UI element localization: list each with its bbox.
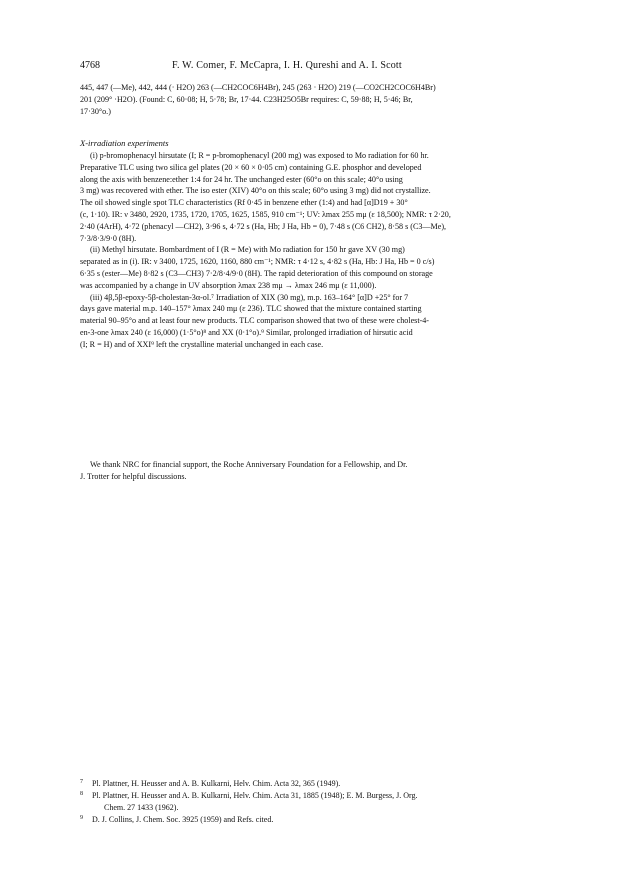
footnote: [80, 778, 545, 790]
continued-text-block: [80, 82, 545, 117]
text-line: We thank NRC for financial support, the Roche Anniversary Foundation for a Fellowship, and Dr.: [90, 460, 408, 469]
text-line: 6·35 s (ester—Me) 8·82 s (C3—CH3) 7·2/8·4/9·0 (8H). The rapid deterioration of this compound on storage: [80, 268, 433, 278]
text-line: 3 mg) was recovered with ether. The iso ester (XIV) 40°o on this scale; 60°o using 3 mg) did not crystallize.: [80, 186, 431, 196]
footnote: [80, 814, 545, 826]
text-line: (I; R = H) and of XXI⁹ left the crystalline material unchanged in each case.: [80, 339, 324, 349]
footnotes: [80, 778, 545, 826]
text-line: 7·3/8·3/9·0 (8H).: [80, 233, 137, 243]
running-head: F. W. Comer, F. McCapra, I. H. Qureshi and A. I. Scott: [172, 60, 402, 71]
text-line: separated as in (i). IR: ν 3400, 1725, 1620, 1160, 880 cm⁻¹; NMR: τ 4·12 s, 4·82 s (Ha, Hb: J Ha, Hb = 0 c/s): [80, 257, 435, 267]
experiments-text-block: [80, 150, 545, 351]
acknowledgement: [80, 459, 545, 483]
text-line: 17·30°o.): [80, 106, 111, 116]
text-line: en-3-one λmax 240 (ε 16,000) (1·5°o)⁸ and XX (0·1°o).⁹ Similar, prolonged irradiation of hirsutic acid: [80, 327, 413, 337]
text-line: Preparative TLC using two silica gel plates (20 × 60 × 0·05 cm) containing G.E. phosphor and developed: [80, 162, 422, 172]
footnote-text: Pl. Plattner, H. Heusser and A. B. Kulkarni, Helv. Chim. Acta 31, 1885 (1948); E. M. Burgess, J. Org.: [92, 791, 418, 800]
text-line: was accompanied by a change in UV absorption λmax 238 mμ → λmax 246 mμ (ε 11,000).: [80, 280, 377, 290]
footnote-marker: 7: [80, 779, 83, 785]
text-line: The oil showed single spot TLC characteristics (Rf 0·45 in benzene ether (1:4) and had [α]D19 + 30°: [80, 198, 408, 208]
text-line: J. Trotter for helpful discussions.: [80, 471, 187, 481]
text-line: 201 (209° ·H2O). (Found: C, 60·08; H, 5·78; Br, 17·44. C23H25O5Br requires: C, 59·88; H, 5·46; Br,: [80, 94, 413, 104]
footnote-marker: 8: [80, 791, 83, 797]
page-header: [80, 60, 540, 74]
text-line: material 90–95°o and at least four new products. TLC comparison showed that two of these were cholest-4-: [80, 316, 429, 326]
text-line: 445, 447 (—Me), 442, 444 (· H2O) 263 (—CH2COC6H4Br), 245 (263 · H2O) 219 (—CO2CH2COC6H4Br): [80, 83, 436, 92]
footnote-text: Chem. 27 1433 (1962).: [104, 803, 179, 812]
text-line: along the axis with benzene:ether 1:4 for 24 hr. The unchanged ester (60°o on this scale; 40°o using: [80, 174, 403, 184]
text-line: days gave material m.p. 140–157° λmax 240 mμ (ε 236). TLC showed that the mixture contained starting: [80, 304, 422, 314]
section-heading: X-irradiation experiments: [80, 138, 169, 148]
footnote: [80, 790, 545, 814]
text-line: (i) p-bromophenacyl hirsutate (I; R = p-bromophenacyl (200 mg) was exposed to Mo radiation for 60 hr.: [90, 151, 429, 160]
text-line: (c, 1·10). IR: ν 3480, 2920, 1735, 1720, 1705, 1625, 1585, 910 cm⁻¹; UV: λmax 255 mμ (ε 18,500); NMR: τ 2·20,: [80, 209, 451, 219]
footnote-text: Pl. Plattner, H. Heusser and A. B. Kulkarni, Helv. Chim. Acta 32, 365 (1949).: [92, 779, 341, 788]
footnote-text: D. J. Collins, J. Chem. Soc. 3925 (1959) and Refs. cited.: [92, 815, 274, 824]
text-line: 2·40 (4ArH), 4·72 (phenacyl —CH2), 3·96 s, 4·72 s (Ha, Hb; J Ha, Hb = 0), 7·48 s (C6 CH2), 8·58 s (C3—Me),: [80, 221, 447, 231]
page-number: 4768: [80, 60, 100, 71]
text-line: (ii) Methyl hirsutate. Bombardment of I (R = Me) with Mo radiation for 150 hr gave XV (30 mg): [90, 245, 405, 255]
text-line: (iii) 4β,5β-epoxy-5β-cholestan-3α-ol.⁷ Irradiation of XIX (30 mg), m.p. 163–164° [α]D +25° for 7: [90, 292, 409, 302]
footnote-marker: 9: [80, 815, 83, 821]
